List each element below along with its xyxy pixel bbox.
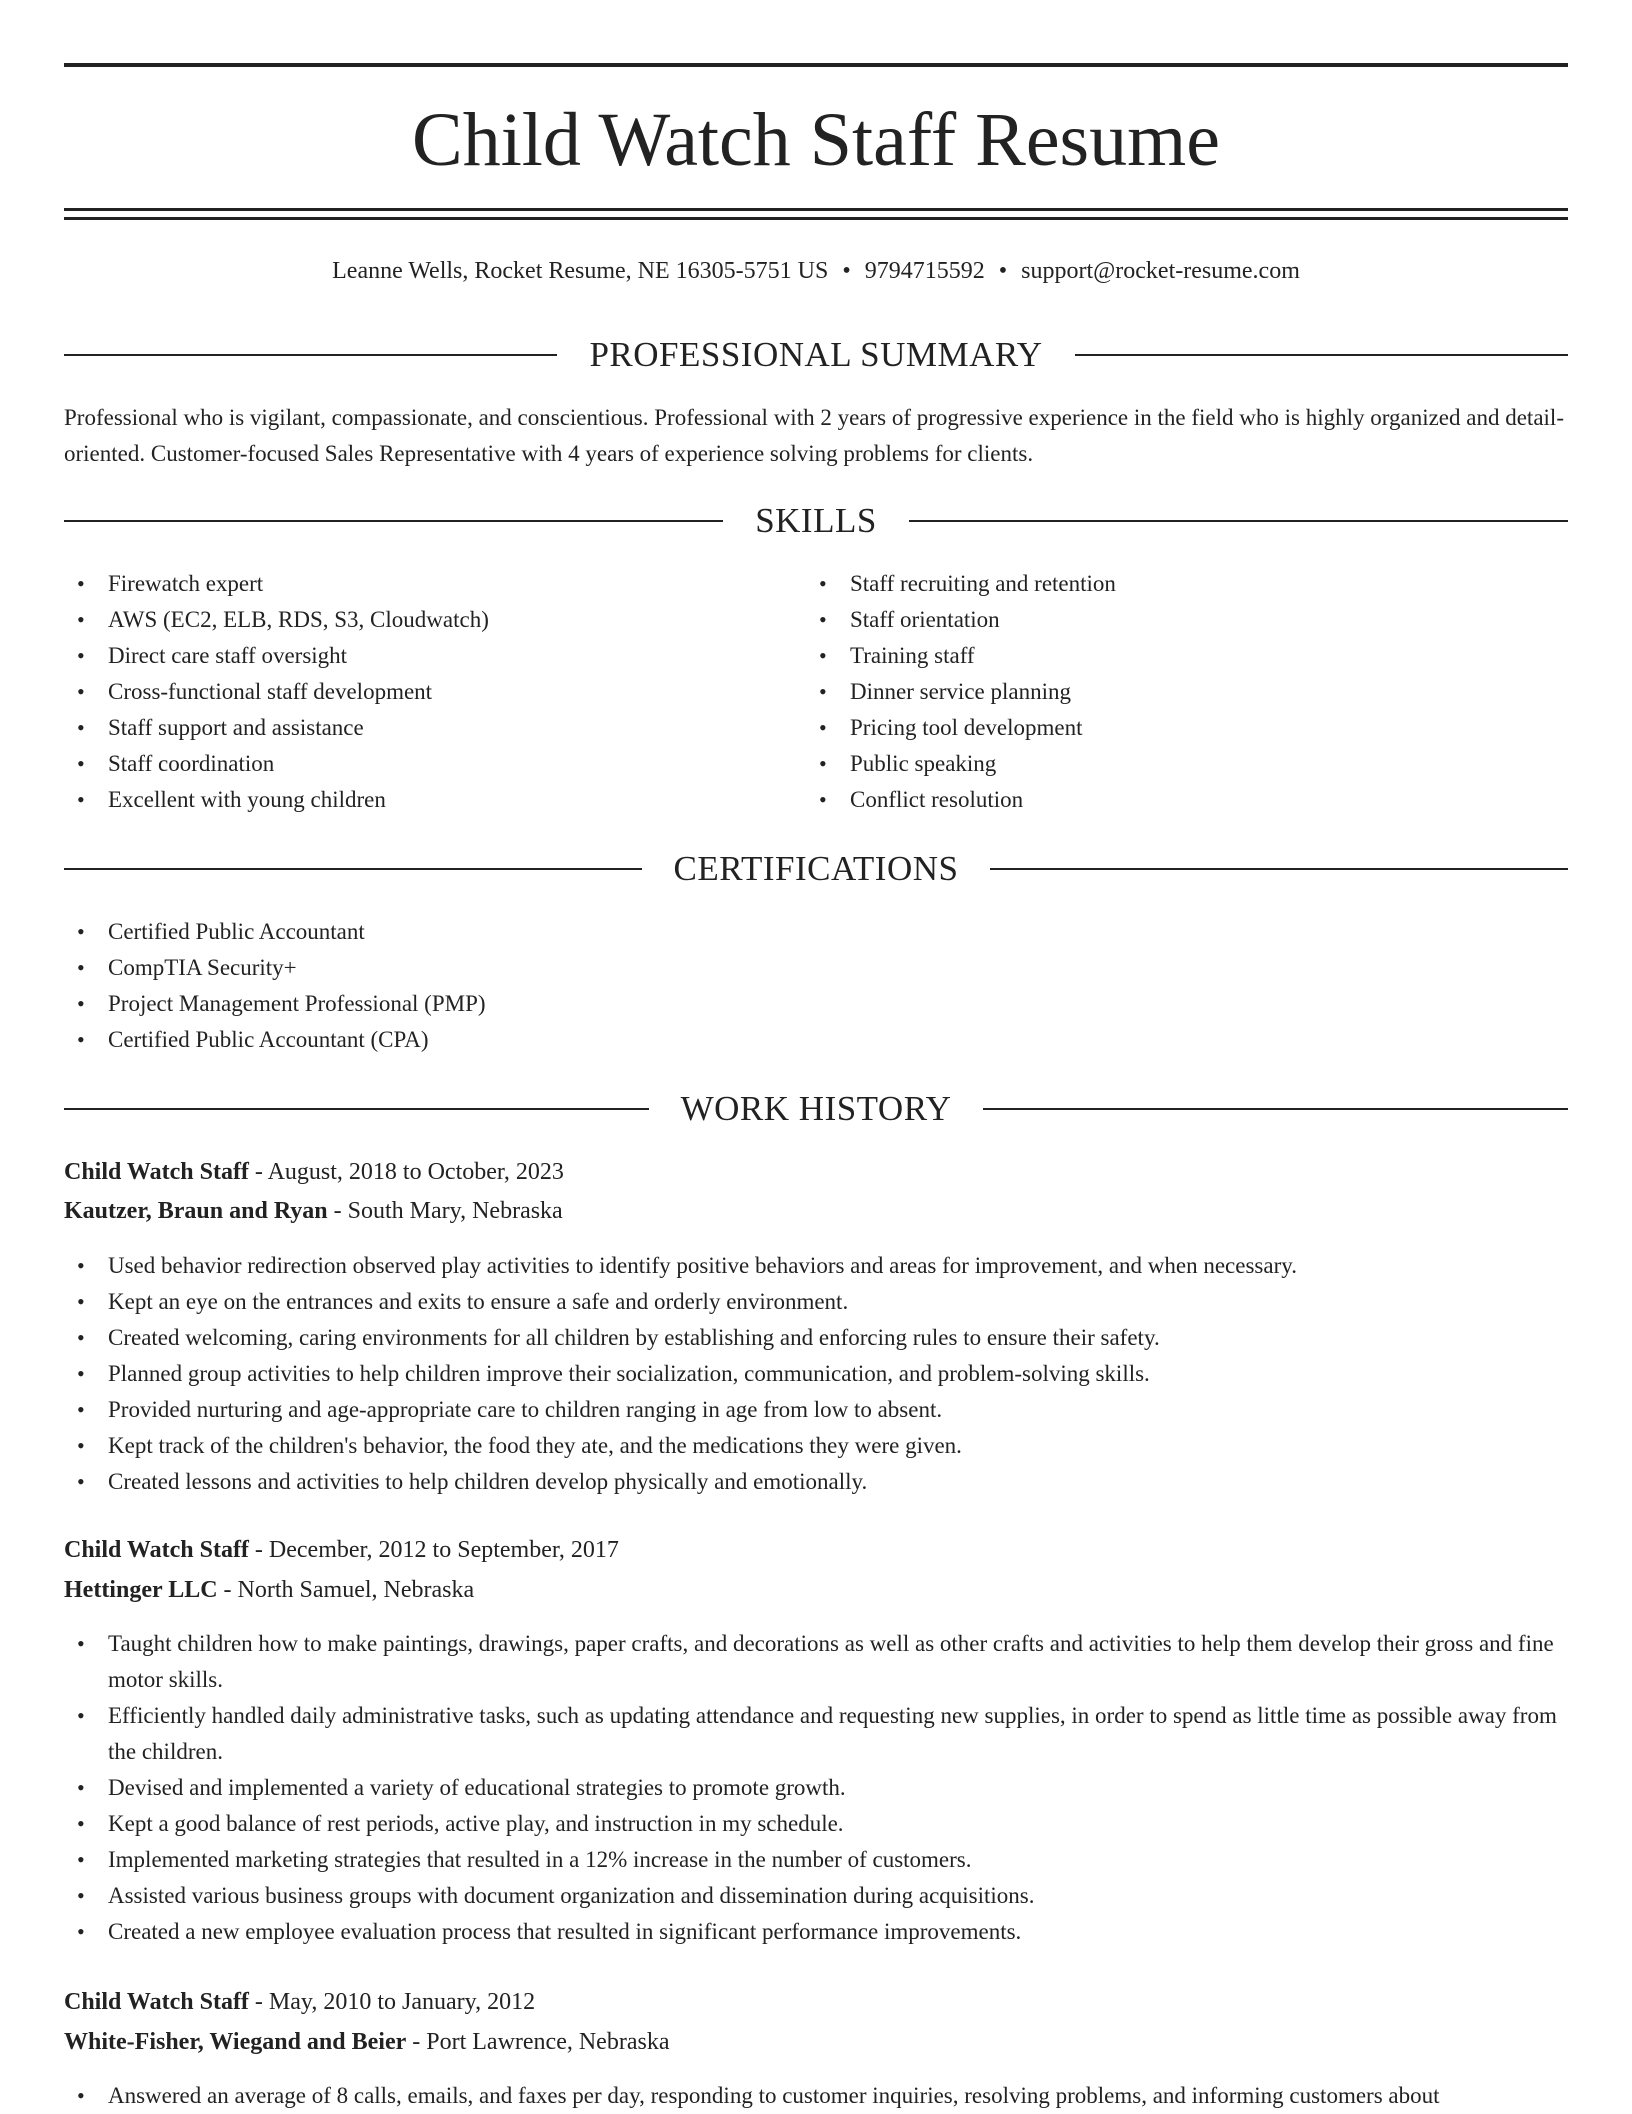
section-title-work: WORK HISTORY: [680, 1089, 952, 1128]
list-item: • Answered an average of 8 calls, emails, and faxes per day, responding to customer inquiries, resolving problems, and informing customers about: [64, 2078, 1568, 2114]
contact-phone[interactable]: 9794715592: [864, 258, 985, 284]
list-item: • Project Management Professional (PMP): [64, 986, 1064, 1022]
list-item: • Staff orientation: [806, 602, 1546, 638]
list-item: • Pricing tool development: [806, 710, 1546, 746]
list-item: • Created welcoming, caring environments for all children by establishing and enforcing rules to ensure their safety.: [64, 1320, 1568, 1356]
section-title-certifications: CERTIFICATIONS: [673, 849, 959, 888]
job-title: Child Watch Staff: [64, 1989, 249, 2015]
list-item: • Created lessons and activities to help children develop physically and emotionally.: [64, 1464, 1568, 1500]
contact-address: Leanne Wells, Rocket Resume, NE 16305-5751 US: [332, 258, 829, 284]
list-item: • Firewatch expert: [64, 566, 804, 602]
skills-list-right: [806, 566, 1546, 818]
section-rule: [990, 868, 1568, 870]
list-item: • Efficiently handled daily administrative tasks, such as updating attendance and requesting new supplies, in order to spend as little time as possible away from the children.: [64, 1698, 1568, 1770]
job-header: [64, 1985, 1568, 2019]
list-item: • Kept track of the children's behavior, the food they ate, and the medications they were given.: [64, 1428, 1568, 1464]
list-item: • Staff support and assistance: [64, 710, 804, 746]
job-employer: [64, 1194, 1568, 1228]
list-item: • AWS (EC2, ELB, RDS, S3, Cloudwatch): [64, 602, 804, 638]
job-header: [64, 1155, 1568, 1189]
list-item: • Cross-functional staff development: [64, 674, 804, 710]
job-company: Kautzer, Braun and Ryan: [64, 1198, 328, 1224]
job-bullets: [64, 2078, 1568, 2114]
list-item: • Created a new employee evaluation process that resulted in significant performance improvements.: [64, 1914, 1568, 1950]
list-item: • Planned group activities to help children improve their socialization, communication, and problem-solving skills.: [64, 1356, 1568, 1392]
section-rule: [64, 520, 723, 522]
job-header: [64, 1533, 1568, 1567]
resume-title: Child Watch Staff Resume: [412, 98, 1220, 182]
section-rule: [64, 354, 557, 356]
list-item: • Dinner service planning: [806, 674, 1546, 710]
list-item: • Training staff: [806, 638, 1546, 674]
job-dates: - August, 2018 to October, 2023: [248, 1159, 564, 1185]
list-item: • Used behavior redirection observed play activities to identify positive behaviors and areas for improvement, and when necessary.: [64, 1248, 1568, 1284]
section-header-work: [64, 1087, 1568, 1131]
job-location: - Port Lawrence, Nebraska: [406, 2029, 670, 2055]
job-bullets: [64, 1626, 1568, 1950]
section-title-summary: PROFESSIONAL SUMMARY: [589, 335, 1043, 374]
list-item: • Public speaking: [806, 746, 1546, 782]
section-rule: [1075, 354, 1568, 356]
job-company: Hettinger LLC: [64, 1577, 218, 1603]
list-item: • Devised and implemented a variety of educational strategies to promote growth.: [64, 1770, 1568, 1806]
list-item: • CompTIA Security+: [64, 950, 1064, 986]
job-location: - South Mary, Nebraska: [327, 1198, 563, 1224]
list-item: • Assisted various business groups with document organization and dissemination during acquisitions.: [64, 1878, 1568, 1914]
list-item: • Kept a good balance of rest periods, active play, and instruction in my schedule.: [64, 1806, 1568, 1842]
list-item: • Kept an eye on the entrances and exits to ensure a safe and orderly environment.: [64, 1284, 1568, 1320]
section-rule: [64, 1108, 649, 1110]
job-title: Child Watch Staff: [64, 1159, 249, 1185]
list-item: • Certified Public Accountant: [64, 914, 1064, 950]
contact-email[interactable]: support@rocket-resume.com: [1021, 258, 1300, 284]
job-company: White-Fisher, Wiegand and Beier: [64, 2029, 407, 2055]
job-title: Child Watch Staff: [64, 1537, 249, 1563]
list-item: • Staff coordination: [64, 746, 804, 782]
section-header-certifications: [64, 847, 1568, 891]
list-item: • Excellent with young children: [64, 782, 804, 818]
section-header-skills: [64, 499, 1568, 543]
section-rule: [64, 868, 642, 870]
job-employer: [64, 2025, 1568, 2059]
contact-separator: •: [842, 258, 851, 284]
skills-list-left: [64, 566, 804, 818]
list-item: • Conflict resolution: [806, 782, 1546, 818]
list-item: • Taught children how to make paintings, drawings, paper crafts, and decorations as well as other crafts and activities to help them develop their gross and fine motor skills.: [64, 1626, 1568, 1698]
section-title-skills: SKILLS: [755, 501, 877, 540]
job-dates: - May, 2010 to January, 2012: [248, 1989, 536, 2015]
contact-line: [64, 255, 1568, 287]
job-location: - North Samuel, Nebraska: [217, 1577, 475, 1603]
section-rule: [909, 520, 1568, 522]
contact-separator: •: [998, 258, 1008, 284]
section-rule: [983, 1108, 1568, 1110]
job-employer: [64, 1573, 1568, 1607]
summary-text: Professional who is vigilant, compassionate, and conscientious. Professional with 2 years of progressive experience in the field who is highly organized and detail-oriented. Customer-focused Sales Representative with 4 years of experience solving problems for clients.: [64, 405, 1564, 466]
certifications-list: [64, 914, 1064, 1058]
job-dates: - December, 2012 to September, 2017: [248, 1537, 619, 1563]
title-double-rule: [64, 208, 1568, 220]
list-item: • Staff recruiting and retention: [806, 566, 1546, 602]
list-item: • Direct care staff oversight: [64, 638, 804, 674]
top-rule: [64, 63, 1568, 67]
list-item: • Implemented marketing strategies that resulted in a 12% increase in the number of customers.: [64, 1842, 1568, 1878]
job-bullets: [64, 1248, 1568, 1500]
section-header-summary: [64, 333, 1568, 377]
list-item: • Provided nurturing and age-appropriate care to children ranging in age from low to absent.: [64, 1392, 1568, 1428]
list-item: • Certified Public Accountant (CPA): [64, 1022, 1064, 1058]
